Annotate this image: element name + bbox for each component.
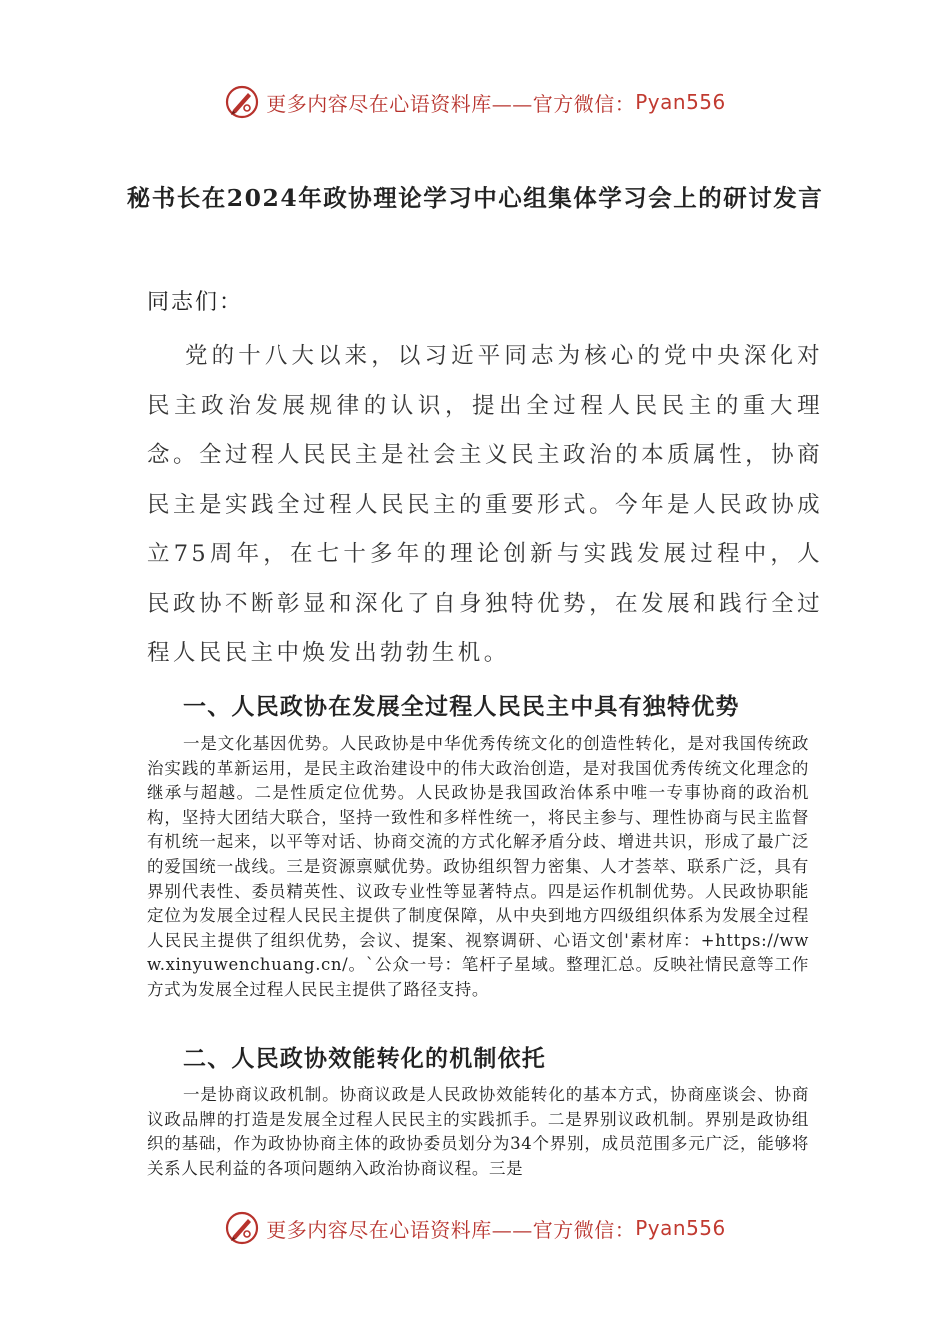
footer-wechat-id: Pyan556 xyxy=(635,1216,726,1240)
section-body-2: 一是协商议政机制。协商议政是人民政协效能转化的基本方式，协商座谈会、协商议政品牌的打造是发展全过程人民民主的实践抓手。二是界别议政机制。界别是政协组织的基础，作为政协协商主体的政协委员划分为34个界别，成员范围多元广泛，能够将关系人民利益的各项问题纳入政治协商议程。三是 xyxy=(147,1085,809,1178)
document-title: 秘书长在2024年政协理论学习中心组集体学习会上的研讨发言 xyxy=(126,184,824,212)
pen-logo-icon xyxy=(224,84,260,120)
lead-paragraph: 党的十八大以来，以习近平同志为核心的党中央深化对民主政治发展规律的认识，提出全过程人民民主的重大理念。全过程人民民主是社会主义民主政治的本质属性，协商民主是实践全过程人民民主的重要形式。今年是人民政协成立75周年，在七十多年的理论创新与实践发展过程中，人民政协不断彰显和深化了自身独特优势，在发展和践行全过程人民民主中焕发出勃勃生机。 xyxy=(147,343,823,666)
greeting: 同志们： xyxy=(147,290,244,315)
pen-logo-icon xyxy=(224,1210,260,1246)
section-body-1: 一是文化基因优势。人民政协是中华优秀传统文化的创造性转化，是对我国传统政治实践的革新运用，是民主政治建设中的伟大政治创造，是对我国优秀传统文化理念的继承与超越。二是性质定位优势。人民政协是我国政治体系中唯一专事协商的政治机构，坚持大团结大联合，坚持一致性和多样性统一，将民主参与、理性协商与民主监督有机统一起来，以平等对话、协商交流的方式化解矛盾分歧、增进共识，形成了最广泛的爱国统一战线。三是资源禀赋优势。政协组织智力密集、人才荟萃、联系广泛，具有界别代表性、委员精英性、议政专业性等显著特点。四是运作机制优势。人民政协职能定位为发展全过程人民民主提供了制度保障，从中央到地方四级组织体系为发展全过程人民民主提供了组织优势，会议、提案、视察调研、心语文创'素材库：+https://www.xinyuwenchuang.cn/。`公众一号：笔杆子星域。整理汇总。反映社情民意等工作方式为发展全过程人民民主提供了路径支持。 xyxy=(147,734,809,999)
footer-banner-text: 更多内容尽在心语资料库——官方微信： xyxy=(266,1217,636,1242)
header-banner-text: 更多内容尽在心语资料库——官方微信： xyxy=(266,91,636,116)
section-heading-2: 二、人民政协效能转化的机制依托 xyxy=(183,1045,546,1072)
footer-banner xyxy=(0,1206,950,1250)
header-wechat-id: Pyan556 xyxy=(635,90,726,114)
header-banner xyxy=(0,80,950,124)
section-heading-1: 一、人民政协在发展全过程人民民主中具有独特优势 xyxy=(183,693,740,720)
